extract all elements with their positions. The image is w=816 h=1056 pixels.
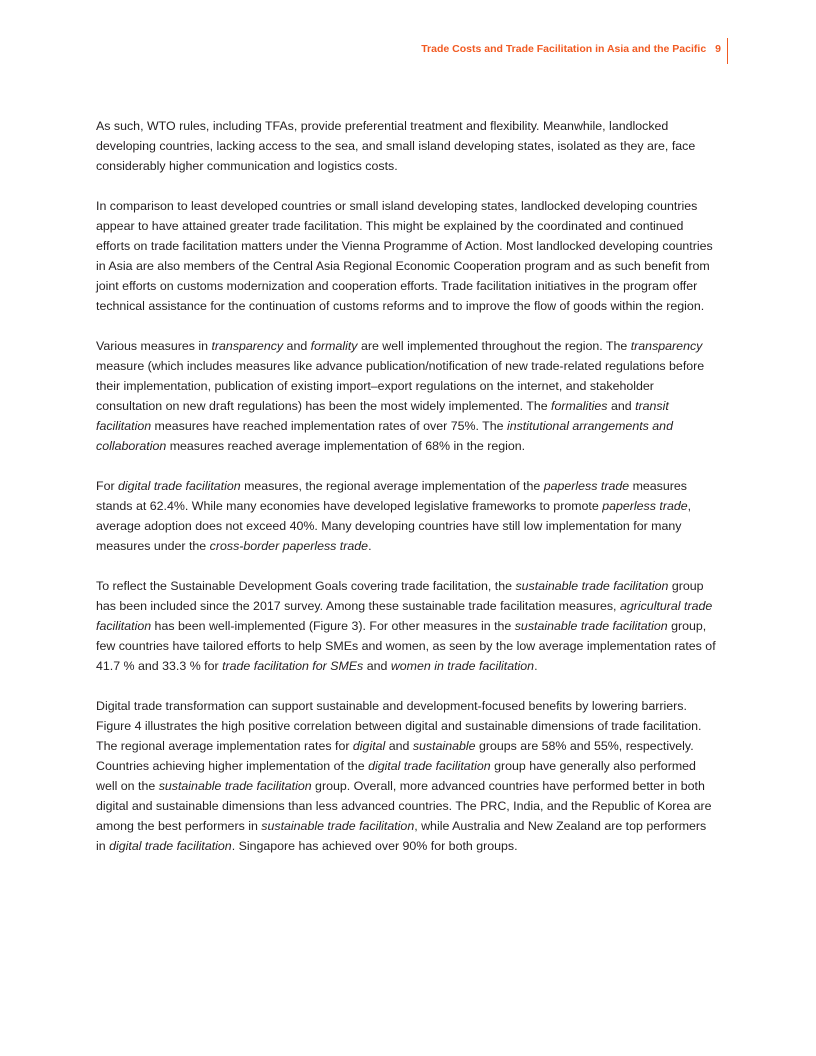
page-number: 9 — [715, 43, 721, 55]
text-run: . — [368, 539, 372, 553]
italic-term: sustainable trade facilitation — [514, 619, 668, 633]
italic-term: paperless trade — [543, 479, 630, 493]
running-header — [421, 38, 728, 64]
text-run: group, few countries have tailored efforts to help SMEs and women, as seen by the low average implementation rates of 41.7 % and 33.3 % for — [96, 619, 716, 673]
italic-term: transparency — [211, 339, 284, 353]
text-run: measure (which includes measures like advance publication/notification of new trade-related regulations before their implementation, publication of existing import–export regulations on the internet, and stakeholder consultation on new draft regulations) has been the most widely implemented. The — [96, 359, 705, 413]
italic-term: paperless trade — [602, 499, 688, 513]
text-run: and — [283, 339, 311, 353]
italic-term: sustainable trade facilitation — [261, 819, 415, 833]
italic-term: formalities — [551, 399, 608, 413]
text-run: and — [363, 659, 391, 673]
italic-term: women in trade facilitation — [390, 659, 535, 673]
text-run: To reflect the Sustainable Development Goals covering trade facilitation, the — [96, 579, 516, 593]
italic-term: formality — [310, 339, 358, 353]
italic-term: institutional arrangements and collaboration — [96, 419, 673, 453]
text-run: , while Australia and New Zealand are top performers in — [96, 819, 707, 853]
text-run: group has been included since the 2017 survey. Among these sustainable trade facilitation measures, — [96, 579, 704, 613]
text-run: are well implemented throughout the region. The — [357, 339, 631, 353]
italic-term: cross-border paperless trade — [209, 539, 369, 553]
italic-term: sustainable trade facilitation — [158, 779, 312, 793]
text-run: . — [534, 659, 538, 673]
text-run: group have generally also performed well on the — [96, 759, 696, 793]
text-run: . Singapore has achieved over 90% for both groups. — [231, 839, 518, 853]
text-run: measures have reached implementation rates of over 75%. The — [151, 419, 507, 433]
running-header-title: Trade Costs and Trade Facilitation in Asia and the Pacific — [421, 43, 707, 55]
italic-term: trade facilitation for SMEs — [222, 659, 364, 673]
italic-term: transit facilitation — [96, 399, 669, 433]
italic-term: digital trade facilitation — [118, 479, 241, 493]
italic-term: sustainable — [412, 739, 476, 753]
italic-term: agricultural trade facilitation — [96, 599, 713, 633]
text-run: and — [385, 739, 413, 753]
text-run: For — [96, 479, 119, 493]
italic-term: transparency — [630, 339, 703, 353]
text-run: , average adoption does not exceed 40%. Many developing countries have still low implementation for many measures under the — [96, 499, 692, 553]
text-run: group. Overall, more advanced countries have performed better in both digital and sustainable dimensions than less advanced countries. The PRC, India, and the Republic of Korea are among the best performers in — [96, 779, 712, 833]
text-run: and — [607, 399, 636, 413]
text-run: In comparison to least developed countries or small island developing states, landlocked developing countries appear to have attained greater trade facilitation. This might be explained by the coordinated and continued efforts on trade facilitation matters under the Vienna Programme of Action. Most landlocked developing countries in Asia are also members of the Central Asia Regional Economic Cooperation program and as such benefit from joint efforts on customs modernization and cooperation efforts. Trade facilitation initiatives in the program offer technical assistance for the continuation of customs reforms and to improve the flow of goods within the region. — [96, 199, 713, 313]
paragraph — [96, 476, 718, 556]
body-text — [96, 116, 718, 876]
italic-term: digital trade facilitation — [368, 759, 491, 773]
italic-term: sustainable trade facilitation — [515, 579, 669, 593]
paragraph — [96, 116, 718, 176]
paragraph — [96, 336, 718, 456]
paragraph — [96, 196, 718, 316]
paragraph — [96, 696, 718, 856]
paragraph — [96, 576, 718, 676]
italic-term: digital — [352, 739, 386, 753]
text-run: measures stands at 62.4%. While many economies have developed legislative frameworks to promote — [96, 479, 687, 513]
text-run: Digital trade transformation can support sustainable and development-focused benefits by lowering barriers. Figure 4 illustrates the high positive correlation between digital and sustainable dimensions of trade facilitation. The regional average implementation rates for — [96, 699, 702, 753]
text-run: measures, the regional average implementation of the — [240, 479, 544, 493]
text-run: groups are 58% and 55%, respectively. Countries achieving higher implementation of the — [96, 739, 694, 773]
text-run: measures reached average implementation of 68% in the region. — [166, 439, 526, 453]
text-run: Various measures in — [96, 339, 212, 353]
text-run: As such, WTO rules, including TFAs, provide preferential treatment and flexibility. Meanwhile, landlocked developing countries, lacking access to the sea, and small island developing states, isolated as they are, face considerably higher communication and logistics costs. — [96, 119, 696, 173]
italic-term: digital trade facilitation — [109, 839, 232, 853]
text-run: has been well-implemented (Figure 3). For other measures in the — [151, 619, 515, 633]
header-rule — [727, 38, 728, 64]
